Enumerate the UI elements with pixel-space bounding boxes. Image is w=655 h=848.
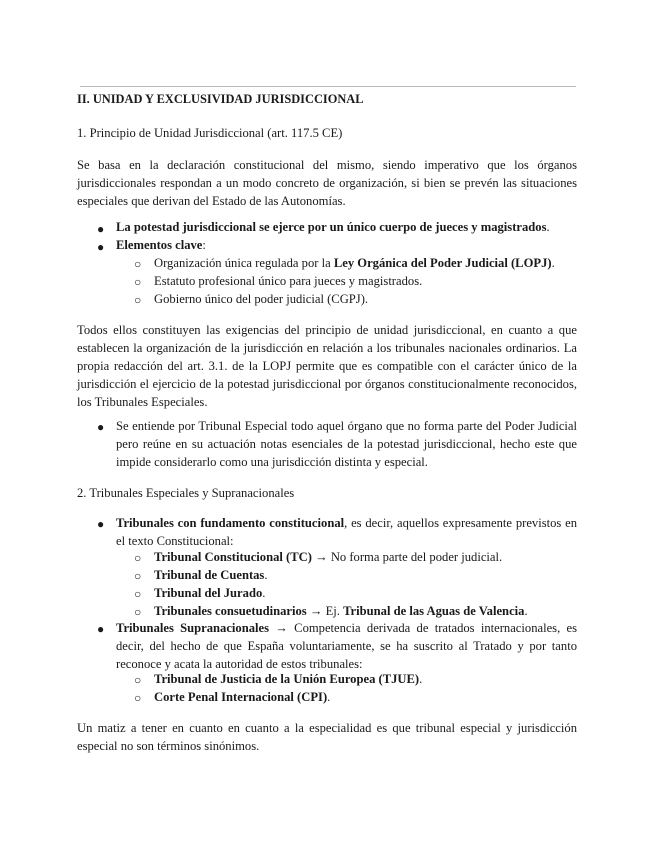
sub-bullet-marker: ○ <box>134 293 142 307</box>
item-aguas-bold: Tribunal de las Aguas de Valencia <box>343 604 525 618</box>
paragraph-1: Se basa en la declaración constitucional del mismo, siendo imperativo que los órganos jurisdiccionales respondan a un modo concreto de organización, si bien se prevén las situaciones especiales que derivan del Estado de las Autonomías. <box>77 158 577 208</box>
sub-bullet-marker: ○ <box>134 691 142 705</box>
bullet-marker: ● <box>97 240 105 254</box>
bullet-elementos-bold: Elementos clave <box>116 238 203 252</box>
bullet-tribunales-constitucionales <box>116 514 577 550</box>
bullet-marker: ● <box>97 517 105 531</box>
item-cuentas <box>154 568 268 583</box>
item-cuentas-bold: Tribunal de Cuentas <box>154 568 265 582</box>
elemento-organizacion-text: Organización única regulada por la <box>154 256 334 270</box>
item-consuetudinarios-text: → Ej. <box>306 604 344 618</box>
item-jurado-period: . <box>262 586 266 600</box>
elemento-organizacion-period: . <box>551 256 555 270</box>
elemento-estatuto: Estatuto profesional único para jueces y magistrados. <box>154 274 423 288</box>
supranacionales-bold: Tribunales Supranacionales <box>116 621 270 635</box>
sub-bullet-marker: ○ <box>134 587 142 601</box>
sub-bullet-marker: ○ <box>134 605 142 619</box>
item-aguas-period: . <box>524 604 528 618</box>
tribunales-constitucionales-text: , es decir, aquellos expresamente previstos en el texto Constitucional: <box>116 516 577 548</box>
sub-bullet-marker: ○ <box>134 551 142 565</box>
item-tc <box>154 550 502 565</box>
item-tjue-period: . <box>419 672 423 686</box>
bullet-potestad-period: . <box>546 220 550 234</box>
item-cpi-bold: Corte Penal Internacional (CPI) <box>154 690 328 704</box>
elemento-organizacion <box>154 256 555 271</box>
item-jurado-bold: Tribunal del Jurado <box>154 586 263 600</box>
item-tc-bold: Tribunal Constitucional (TC) <box>154 550 312 564</box>
supranacionales-text: → Competencia derivada de tratados internacionales, es decir, del hecho de que España voluntariamente, se ha suscrito al Tratado y por tanto reconoce y acata la autoridad de estos tribunales: <box>116 621 577 671</box>
item-consuetudinarios <box>154 604 528 619</box>
sub-bullet-marker: ○ <box>134 569 142 583</box>
item-consuetudinarios-bold: Tribunales consuetudinarios <box>154 604 307 618</box>
item-cuentas-period: . <box>264 568 268 582</box>
item-cpi-period: . <box>327 690 331 704</box>
item-tc-text: → No forma parte del poder judicial. <box>311 550 503 564</box>
top-rule <box>80 86 576 87</box>
bullet-tribunal-especial: Se entiende por Tribunal Especial todo aquel órgano que no forma parte del Poder Judicial pero reúne en su actuación notas esenciales de la potestad jurisdiccional, hecho este que impide considerarlo como una jurisdicción distinta y especial. <box>116 419 577 469</box>
sub-bullet-marker: ○ <box>134 275 142 289</box>
bullet-potestad <box>116 220 550 235</box>
bullet-marker: ● <box>97 222 105 236</box>
tribunales-constitucionales-bold: Tribunales con fundamento constitucional <box>116 516 345 530</box>
paragraph-2: Todos ellos constituyen las exigencias del principio de unidad jurisdiccional, en cuanto a que establecen la organización de la jurisdicción en relación a los tribunales nacionales ordinarios. La propia redacción del art. 3.1. de la LOPJ permite que es compatible con el carácter único de la jurisdicción el ejercicio de la potestad jurisdiccional por órganos constitucionalmente reconocidos, los Tribunales Especiales. <box>77 323 577 409</box>
bullet-elementos-colon: : <box>202 238 206 252</box>
item-tjue <box>154 672 422 687</box>
bullet-elementos <box>116 238 206 253</box>
paragraph-3: Un matiz a tener en cuanto en cuanto a la especialidad es que tribunal especial y jurisdicción especial no son términos sinónimos. <box>77 721 577 753</box>
elemento-lopj: Ley Orgánica del Poder Judicial (LOPJ) <box>333 256 552 270</box>
bullet-potestad-bold: La potestad jurisdiccional se ejerce por un único cuerpo de jueces y magistrados <box>116 220 547 234</box>
item-tjue-bold: Tribunal de Justicia de la Unión Europea (TJUE) <box>154 672 420 686</box>
sub-bullet-marker: ○ <box>134 673 142 687</box>
elemento-gobierno: Gobierno único del poder judicial (CGPJ). <box>154 292 369 306</box>
item-jurado <box>154 586 265 601</box>
item-cpi <box>154 690 330 705</box>
bullet-supranacionales <box>116 619 577 673</box>
subsection-1-title: 1. Principio de Unidad Jurisdiccional (art. 117.5 CE) <box>77 126 343 140</box>
subsection-2-title: 2. Tribunales Especiales y Supranacionales <box>77 486 295 500</box>
bullet-marker: ● <box>97 622 105 636</box>
section-title: II. UNIDAD Y EXCLUSIVIDAD JURISDICCIONAL <box>77 92 364 106</box>
bullet-marker: ● <box>97 420 105 434</box>
sub-bullet-marker: ○ <box>134 257 142 271</box>
